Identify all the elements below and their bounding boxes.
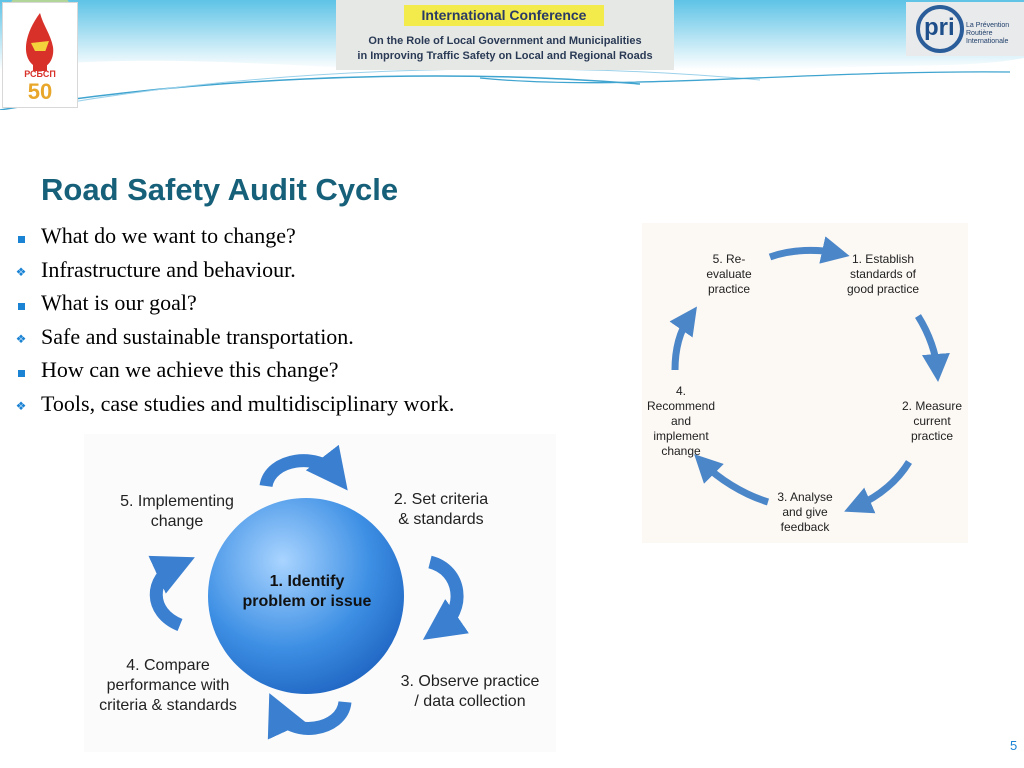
bullet-marker-icon: ❖ — [15, 264, 27, 279]
cycle-b-center-label — [212, 572, 402, 612]
cycle-b-arrow-bottom — [278, 702, 345, 728]
step-line: performance with — [106, 677, 230, 694]
step-line: practice — [910, 429, 954, 443]
cycle-b-step-3 — [388, 672, 552, 712]
cycle-b-step-5 — [102, 492, 252, 532]
step-line: 2. Measure — [901, 399, 963, 413]
conference-title: International Conference — [404, 5, 604, 26]
step-line: 3. Observe practice — [400, 673, 540, 690]
step-line: implement — [653, 429, 709, 443]
step-line: practice — [707, 282, 751, 296]
step-line: feedback — [780, 520, 830, 534]
cycle-b-arrow-top — [266, 461, 335, 486]
bullet-text: How can we achieve this change? — [41, 357, 339, 383]
step-line: criteria & standards — [99, 697, 237, 714]
conference-subtitle-line-1: On the Role of Local Government and Municipalities — [368, 35, 642, 47]
step-line: 1. Establish — [851, 252, 915, 266]
step-line: 2. Set criteria — [393, 491, 489, 508]
bullet-marker-icon: ❖ — [15, 331, 27, 346]
bullet-text: What is our goal? — [41, 290, 197, 316]
cycle-b-step-4 — [86, 656, 250, 716]
bullet-marker-icon: ❖ — [15, 398, 27, 413]
step-line: standards of — [849, 267, 917, 281]
step-line: Recommend — [646, 399, 716, 413]
step-line: evaluate — [706, 267, 752, 281]
step-line: & standards — [398, 511, 484, 528]
center-line: problem or issue — [242, 593, 372, 610]
page-number: 5 — [1010, 738, 1018, 753]
step-line: 3. Analyse — [777, 490, 833, 504]
cycle-b-arrow-left — [156, 566, 180, 625]
bullet-text: Safe and sustainable transportation. — [41, 323, 354, 349]
slide-title: Road Safety Audit Cycle — [41, 172, 399, 207]
logo-anniversary-number: 50 — [27, 79, 53, 104]
cycle-b-arrow-right — [430, 562, 457, 628]
bullet-text: What do we want to change? — [41, 223, 296, 248]
conference-subtitle-line-2: in Improving Traffic Safety on Local and Regional Roads — [357, 50, 653, 62]
step-line: good practice — [846, 282, 920, 296]
bullet-text: Infrastructure and behaviour. — [41, 256, 296, 282]
pri-logo-text: pri — [924, 14, 955, 41]
step-line: and — [670, 414, 692, 428]
step-line: 4. — [675, 384, 686, 398]
pri-caption-line-1: La Prévention Routière — [966, 22, 1010, 37]
cycle-b-step-2 — [370, 490, 512, 530]
step-line: current — [913, 414, 951, 428]
step-line: / data collection — [414, 693, 526, 710]
step-line: 5. Implementing — [120, 493, 234, 510]
bullet-text: Tools, case studies and multidisciplinary work. — [41, 390, 455, 416]
pri-caption-line-2: Internationale — [966, 38, 1009, 45]
step-line: and give — [782, 505, 828, 519]
step-line: change — [150, 513, 204, 530]
step-line: 5. Re- — [712, 252, 746, 266]
logo-caption: РСБСП — [24, 69, 56, 79]
step-line: change — [661, 444, 701, 458]
step-line: 4. Compare — [126, 657, 210, 674]
center-line: 1. Identify — [269, 573, 345, 590]
